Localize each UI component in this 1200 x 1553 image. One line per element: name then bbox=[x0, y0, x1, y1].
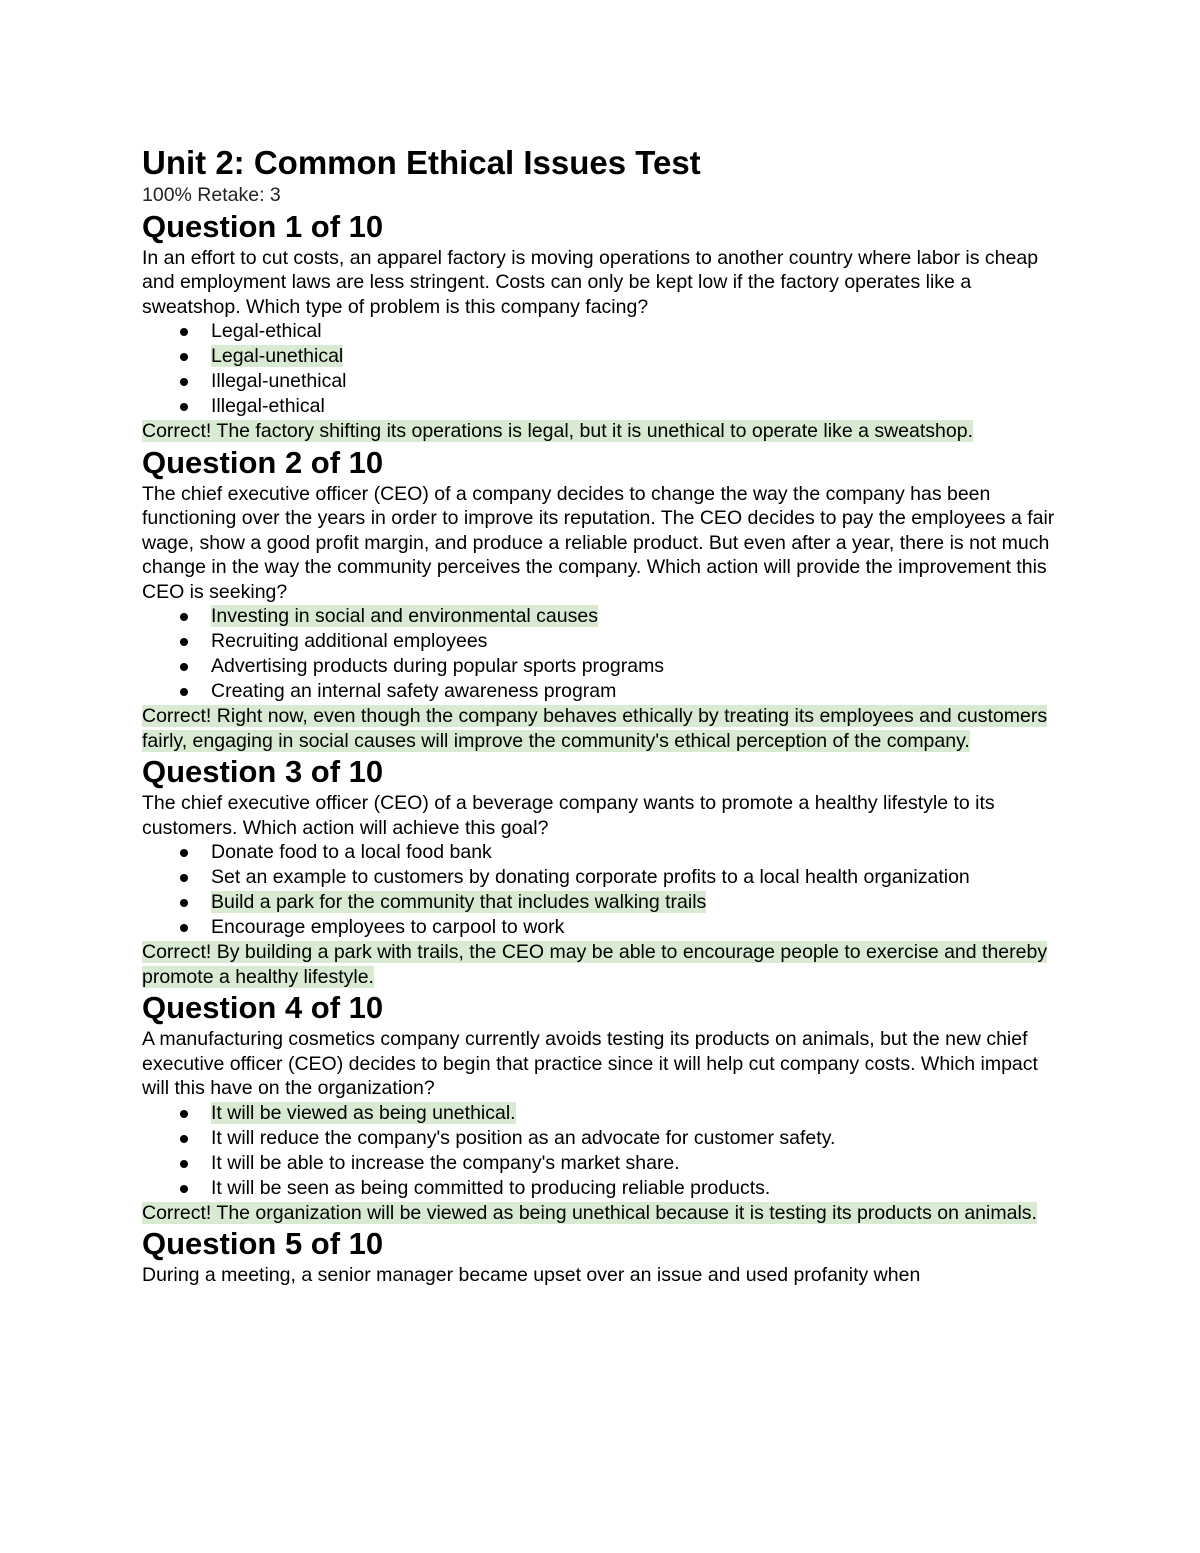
feedback-line bbox=[142, 1201, 1062, 1226]
answer-option-correct bbox=[142, 1101, 1062, 1126]
question-prompt: The chief executive officer (CEO) of a company decides to change the way the company has been functioning over the years in order to improve its reputation. The CEO decides to pay the employees a fair wage, show a good profit margin, and produce a reliable product. But even after a year, there is not much change in the way the community perceives the company. Which action will provide the improvement this CEO is seeking? bbox=[142, 482, 1055, 603]
question-heading: Question 2 of 10 bbox=[142, 444, 384, 480]
answer-option-text: Illegal-unethical bbox=[211, 370, 347, 392]
answer-option-text: Advertising products during popular sports programs bbox=[211, 655, 665, 677]
feedback-line bbox=[142, 704, 1062, 753]
answer-option bbox=[142, 915, 1062, 940]
question-prompt: In an effort to cut costs, an apparel factory is moving operations to another country where labor is cheap and employment laws are less stringent. Costs can only be kept low if the factory operates like a sweatshop. Which type of problem is this company facing? bbox=[142, 246, 1039, 318]
answer-option-text: Build a park for the community that includes walking trails bbox=[211, 891, 707, 913]
answer-option bbox=[142, 394, 1062, 419]
answer-option-text: Set an example to customers by donating corporate profits to a local health organization bbox=[211, 866, 970, 888]
answer-option bbox=[142, 369, 1062, 394]
answer-option bbox=[142, 679, 1062, 704]
answer-option bbox=[142, 1126, 1062, 1151]
question-4 bbox=[142, 989, 1062, 1225]
question-1 bbox=[142, 208, 1062, 444]
answer-option-text: Donate food to a local food bank bbox=[211, 841, 492, 863]
answer-option-text: Encourage employees to carpool to work bbox=[211, 916, 565, 938]
feedback-text: Correct! By building a park with trails, the CEO may be able to encourage people to exercise and thereby promote a healthy lifestyle. bbox=[142, 941, 1048, 988]
feedback-text: Correct! The organization will be viewed as being unethical because it is testing its products on animals. bbox=[142, 1201, 1037, 1224]
question-heading: Question 1 of 10 bbox=[142, 208, 384, 244]
answer-option bbox=[142, 840, 1062, 865]
question-heading: Question 3 of 10 bbox=[142, 754, 384, 789]
answer-option-correct bbox=[142, 604, 1062, 629]
score-line: 100% Retake: 3 bbox=[142, 184, 281, 206]
answer-option-text: Recruiting additional employees bbox=[211, 630, 488, 652]
question-prompt: During a meeting, a senior manager became upset over an issue and used profanity when bbox=[142, 1264, 921, 1286]
answer-option-text: Creating an internal safety awareness program bbox=[211, 680, 617, 702]
answer-option-correct bbox=[142, 344, 1062, 369]
answer-options bbox=[142, 840, 1062, 940]
answer-option-text: It will reduce the company's position as an advocate for customer safety. bbox=[211, 1126, 836, 1149]
answer-option-text: Investing in social and environmental causes bbox=[211, 605, 598, 627]
document-body bbox=[142, 143, 1062, 1288]
answer-option bbox=[142, 629, 1062, 654]
answer-option bbox=[142, 1176, 1062, 1201]
feedback-text: Correct! The factory shifting its operations is legal, but it is unethical to operate like a sweatshop. bbox=[142, 420, 973, 442]
question-heading: Question 5 of 10 bbox=[142, 1226, 384, 1261]
feedback-text: Correct! Right now, even though the company behaves ethically by treating its employees and customers fairly, engaging in social causes will improve the community's ethical perception of the company. bbox=[142, 705, 1048, 752]
answer-option-text: Legal-ethical bbox=[211, 320, 322, 342]
question-prompt: The chief executive officer (CEO) of a beverage company wants to promote a healthy lifestyle to its customers. Which action will achieve this goal? bbox=[142, 792, 995, 839]
answer-option-text: It will be seen as being committed to producing reliable products. bbox=[211, 1176, 771, 1199]
question-2 bbox=[142, 444, 1062, 754]
question-3 bbox=[142, 753, 1062, 989]
answer-option bbox=[142, 654, 1062, 679]
answer-options bbox=[142, 319, 1062, 419]
answer-option-text: Legal-unethical bbox=[211, 345, 344, 367]
answer-option-correct bbox=[142, 890, 1062, 915]
feedback-line bbox=[142, 419, 1062, 444]
answer-option-text: Illegal-ethical bbox=[211, 395, 325, 417]
question-5 bbox=[142, 1225, 1062, 1288]
question-heading: Question 4 of 10 bbox=[142, 990, 384, 1025]
answer-options bbox=[142, 604, 1062, 704]
answer-option bbox=[142, 865, 1062, 890]
question-prompt: A manufacturing cosmetics company currently avoids testing its products on animals, but the new chief executive officer (CEO) decides to begin that practice since it will help cut company costs. Which impact will this have on the organization? bbox=[142, 1028, 1038, 1099]
answer-options bbox=[142, 1101, 1062, 1201]
page-title: Unit 2: Common Ethical Issues Test bbox=[142, 144, 701, 181]
answer-option bbox=[142, 1151, 1062, 1176]
answer-option bbox=[142, 319, 1062, 344]
answer-option-text: It will be viewed as being unethical. bbox=[211, 1101, 516, 1124]
answer-option-text: It will be able to increase the company's market share. bbox=[211, 1151, 680, 1174]
feedback-line bbox=[142, 940, 1062, 989]
